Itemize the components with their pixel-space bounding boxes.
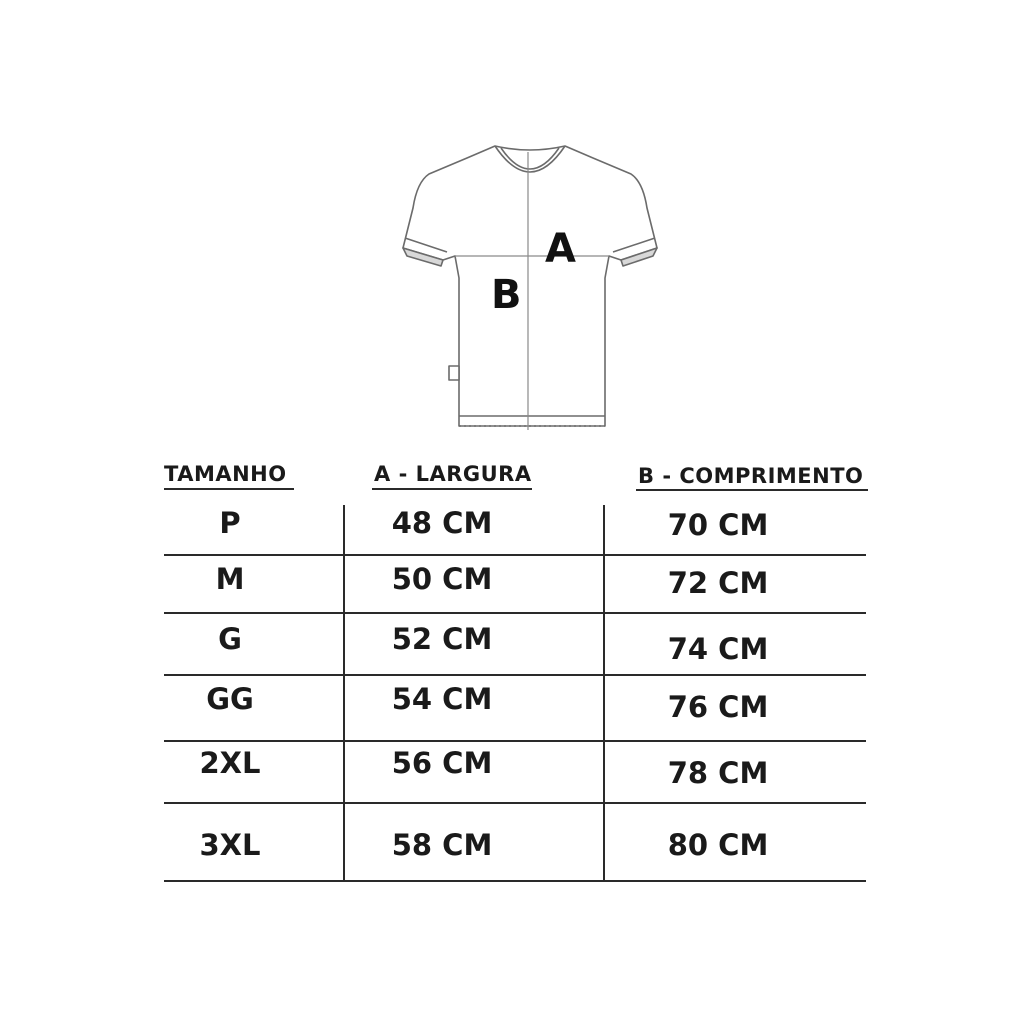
width-cell: 58 CM xyxy=(391,828,493,862)
row-separator xyxy=(164,880,866,882)
size-cell: M xyxy=(215,562,245,596)
width-cell: 54 CM xyxy=(391,682,493,716)
header-underline xyxy=(636,489,868,491)
width-cell: 48 CM xyxy=(391,506,493,540)
row-separator xyxy=(164,740,866,742)
size-cell: 2XL xyxy=(199,746,261,780)
row-separator xyxy=(164,612,866,614)
width-cell: 52 CM xyxy=(391,622,493,656)
length-cell: 80 CM xyxy=(667,828,769,862)
tshirt-diagram xyxy=(395,138,665,438)
row-separator xyxy=(164,802,866,804)
header-tamanho: TAMANHO xyxy=(164,462,287,486)
length-cell: 70 CM xyxy=(667,508,769,542)
header-largura: A - LARGURA xyxy=(374,462,532,486)
width-cell: 50 CM xyxy=(391,562,493,596)
size-cell: 3XL xyxy=(199,828,261,862)
size-cell: GG xyxy=(206,682,254,716)
length-cell: 76 CM xyxy=(667,690,769,724)
column-separator xyxy=(343,505,345,882)
length-cell: 72 CM xyxy=(667,566,769,600)
size-cell: G xyxy=(218,622,242,656)
label-b: B xyxy=(491,272,522,318)
header-comprimento: B - COMPRIMENTO xyxy=(638,464,864,488)
width-cell: 56 CM xyxy=(391,746,493,780)
row-separator xyxy=(164,674,866,676)
header-underline xyxy=(372,488,532,490)
label-a: A xyxy=(545,226,576,272)
size-cell: P xyxy=(219,506,241,540)
column-separator xyxy=(603,505,605,882)
length-cell: 74 CM xyxy=(667,632,769,666)
length-cell: 78 CM xyxy=(667,756,769,790)
row-separator xyxy=(164,554,866,556)
header-underline xyxy=(164,488,294,490)
tshirt-outline xyxy=(403,146,657,426)
